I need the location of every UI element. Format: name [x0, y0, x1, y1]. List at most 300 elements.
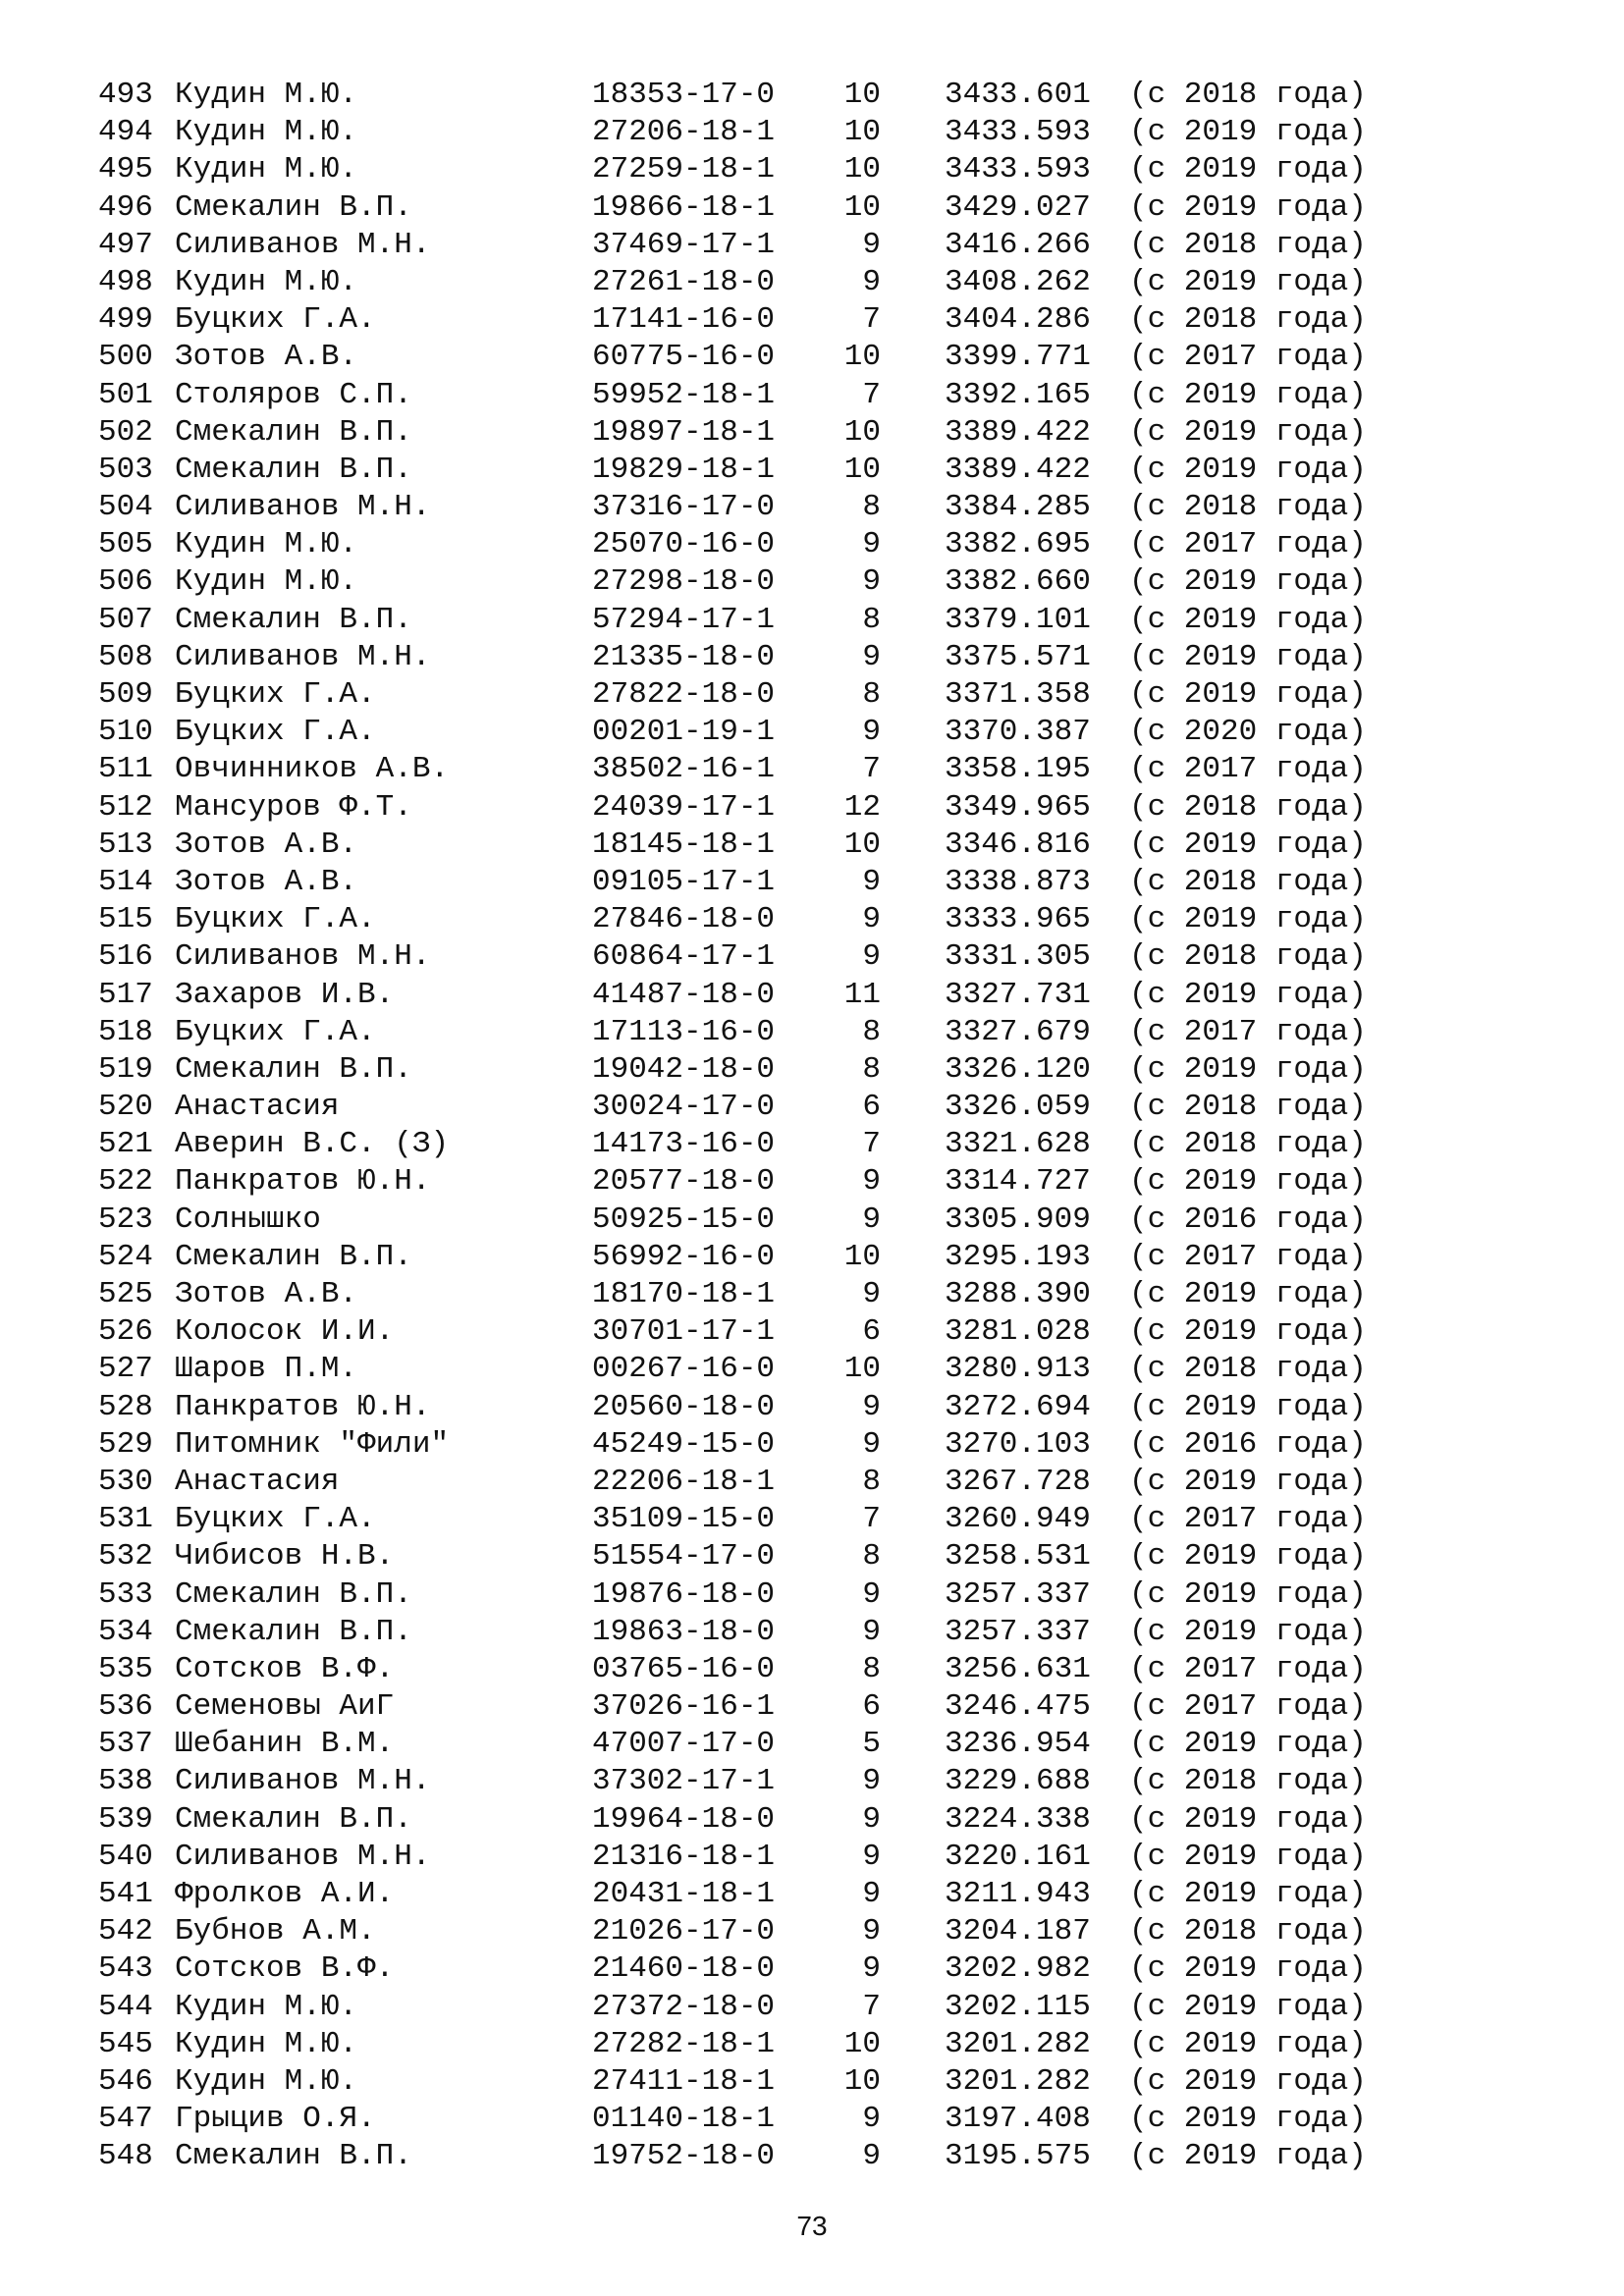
count-value: 9: [862, 639, 881, 674]
row-number: 509: [98, 677, 153, 712]
owner-name: Шебанин В.М.: [175, 1727, 395, 1762]
count-value: 10: [843, 340, 881, 375]
owner-name: Смекалин В.П.: [175, 1576, 412, 1612]
owner-name: Зотов А.В.: [175, 1277, 358, 1311]
since-year: (с 2018 года): [1129, 939, 1367, 975]
owner-name: Анастасия: [175, 1090, 340, 1125]
row-number: 494: [98, 115, 153, 150]
row-number: 543: [98, 1951, 153, 1987]
row-number: 542: [98, 1914, 153, 1949]
row-number: 548: [98, 2139, 153, 2174]
count-value: 9: [862, 227, 881, 262]
score-value: 3379.101: [945, 602, 1091, 637]
row-number: 546: [98, 2063, 153, 2099]
count-value: 10: [843, 827, 881, 862]
owner-name: Зотов А.В.: [175, 340, 358, 375]
registration-id: 37316-17-0: [592, 490, 776, 525]
row-number: 503: [98, 452, 153, 487]
registration-id: 27411-18-1: [592, 2063, 776, 2099]
count-value: 9: [862, 1277, 881, 1311]
since-year: (с 2017 года): [1129, 752, 1367, 787]
registration-id: 09105-17-1: [592, 864, 776, 899]
since-year: (с 2019 года): [1129, 977, 1367, 1012]
count-value: 9: [862, 715, 881, 750]
since-year: (с 2018 года): [1129, 78, 1367, 112]
score-value: 3195.575: [945, 2139, 1091, 2174]
row-number: 525: [98, 1277, 153, 1311]
owner-name: Семеновы АиГ: [175, 1689, 395, 1725]
since-year: (с 2018 года): [1129, 227, 1367, 262]
registration-id: 37026-16-1: [592, 1689, 776, 1725]
registration-id: 27846-18-0: [592, 902, 776, 937]
owner-name: Кудин М.Ю.: [175, 115, 358, 150]
row-number: 527: [98, 1352, 153, 1387]
row-number: 521: [98, 1127, 153, 1162]
owner-name: Колосок И.И.: [175, 1314, 395, 1350]
row-number: 545: [98, 2026, 153, 2061]
score-value: 3257.337: [945, 1576, 1091, 1612]
row-number: 514: [98, 864, 153, 899]
score-value: 3433.593: [945, 115, 1091, 150]
score-value: 3256.631: [945, 1651, 1091, 1686]
since-year: (с 2017 года): [1129, 527, 1367, 562]
count-value: 7: [862, 1502, 881, 1537]
registration-id: 22206-18-1: [592, 1464, 776, 1499]
count-value: 10: [843, 115, 881, 150]
registration-id: 17113-16-0: [592, 1014, 776, 1049]
registration-id: 21026-17-0: [592, 1914, 776, 1949]
row-number: 513: [98, 827, 153, 862]
count-value: 9: [862, 264, 881, 299]
row-number: 505: [98, 527, 153, 562]
registration-id: 56992-16-0: [592, 1239, 776, 1274]
since-year: (с 2019 года): [1129, 2102, 1367, 2137]
page-number: 73: [796, 2211, 828, 2241]
score-value: 3331.305: [945, 939, 1091, 975]
row-number: 524: [98, 1239, 153, 1274]
score-value: 3272.694: [945, 1389, 1091, 1424]
row-number: 531: [98, 1502, 153, 1537]
since-year: (с 2019 года): [1129, 1464, 1367, 1499]
score-value: 3333.965: [945, 902, 1091, 937]
since-year: (с 2019 года): [1129, 1801, 1367, 1837]
row-number: 539: [98, 1801, 153, 1837]
since-year: (с 2019 года): [1129, 452, 1367, 487]
owner-name: Кудин М.Ю.: [175, 2063, 358, 2099]
count-value: 10: [843, 152, 881, 187]
since-year: (с 2017 года): [1129, 1502, 1367, 1537]
since-year: (с 2018 года): [1129, 864, 1367, 899]
count-value: 10: [843, 78, 881, 112]
since-year: (с 2019 года): [1129, 2139, 1367, 2174]
count-value: 9: [862, 1764, 881, 1799]
score-value: 3314.727: [945, 1164, 1091, 1200]
owner-name: Питомник "Фили": [175, 1426, 450, 1462]
score-value: 3433.601: [945, 78, 1091, 112]
score-value: 3408.262: [945, 264, 1091, 299]
score-value: 3270.103: [945, 1426, 1091, 1462]
row-number: 508: [98, 639, 153, 674]
row-number: 528: [98, 1389, 153, 1424]
owner-name: Панкратов Ю.Н.: [175, 1389, 431, 1424]
since-year: (с 2019 года): [1129, 1614, 1367, 1649]
registration-id: 59952-18-1: [592, 377, 776, 412]
registration-id: 21335-18-0: [592, 639, 776, 674]
score-value: 3204.187: [945, 1914, 1091, 1949]
registration-id: 41487-18-0: [592, 977, 776, 1012]
count-value: 8: [862, 1014, 881, 1049]
count-value: 9: [862, 1576, 881, 1612]
score-value: 3305.909: [945, 1201, 1091, 1237]
since-year: (с 2019 года): [1129, 639, 1367, 674]
since-year: (с 2018 года): [1129, 1127, 1367, 1162]
since-year: (с 2019 года): [1129, 677, 1367, 712]
row-number: 533: [98, 1576, 153, 1612]
since-year: (с 2019 года): [1129, 414, 1367, 450]
owner-name: Столяров С.П.: [175, 377, 412, 412]
owner-name: Кудин М.Ю.: [175, 564, 358, 600]
row-number: 540: [98, 1839, 153, 1874]
count-value: 8: [862, 1651, 881, 1686]
registration-id: 00267-16-0: [592, 1352, 776, 1387]
owner-name: Кудин М.Ю.: [175, 1989, 358, 2024]
score-value: 3321.628: [945, 1127, 1091, 1162]
count-value: 9: [862, 1426, 881, 1462]
since-year: (с 2019 года): [1129, 1277, 1367, 1311]
registration-id: 19752-18-0: [592, 2139, 776, 2174]
since-year: (с 2017 года): [1129, 1689, 1367, 1725]
since-year: (с 2019 года): [1129, 564, 1367, 600]
registration-id: 03765-16-0: [592, 1651, 776, 1686]
owner-name: Силиванов М.Н.: [175, 227, 431, 262]
row-number: 501: [98, 377, 153, 412]
count-value: 6: [862, 1314, 881, 1350]
count-value: 10: [843, 452, 881, 487]
row-number: 506: [98, 564, 153, 600]
score-value: 3201.282: [945, 2026, 1091, 2061]
registration-id: 20577-18-0: [592, 1164, 776, 1200]
registration-id: 25070-16-0: [592, 527, 776, 562]
since-year: (с 2019 года): [1129, 827, 1367, 862]
registration-id: 18145-18-1: [592, 827, 776, 862]
registration-id: 14173-16-0: [592, 1127, 776, 1162]
owner-name: Кудин М.Ю.: [175, 527, 358, 562]
count-value: 9: [862, 527, 881, 562]
count-value: 8: [862, 1464, 881, 1499]
score-value: 3236.954: [945, 1727, 1091, 1762]
owner-name: Буцких Г.А.: [175, 1014, 376, 1049]
since-year: (с 2019 года): [1129, 115, 1367, 150]
since-year: (с 2019 года): [1129, 1727, 1367, 1762]
count-value: 9: [862, 902, 881, 937]
score-value: 3338.873: [945, 864, 1091, 899]
row-number: 530: [98, 1464, 153, 1499]
score-value: 3416.266: [945, 227, 1091, 262]
score-value: 3224.338: [945, 1801, 1091, 1837]
count-value: 9: [862, 564, 881, 600]
count-value: 8: [862, 1051, 881, 1087]
count-value: 10: [843, 189, 881, 225]
count-value: 8: [862, 677, 881, 712]
since-year: (с 2018 года): [1129, 490, 1367, 525]
owner-name: Буцких Г.А.: [175, 1502, 376, 1537]
owner-name: Буцких Г.А.: [175, 302, 376, 338]
registration-id: 60864-17-1: [592, 939, 776, 975]
registration-id: 57294-17-1: [592, 602, 776, 637]
owner-name: Буцких Г.А.: [175, 902, 376, 937]
score-value: 3371.358: [945, 677, 1091, 712]
score-value: 3382.695: [945, 527, 1091, 562]
count-value: 11: [843, 977, 881, 1012]
since-year: (с 2019 года): [1129, 1989, 1367, 2024]
count-value: 9: [862, 1164, 881, 1200]
count-value: 9: [862, 2102, 881, 2137]
since-year: (с 2018 года): [1129, 1352, 1367, 1387]
owner-name: Силиванов М.Н.: [175, 639, 431, 674]
registration-id: 50925-15-0: [592, 1201, 776, 1237]
owner-name: Кудин М.Ю.: [175, 2026, 358, 2061]
registration-id: 17141-16-0: [592, 302, 776, 338]
since-year: (с 2019 года): [1129, 377, 1367, 412]
owner-name: Смекалин В.П.: [175, 1614, 412, 1649]
score-value: 3288.390: [945, 1277, 1091, 1311]
row-number: 498: [98, 264, 153, 299]
owner-name: Кудин М.Ю.: [175, 264, 358, 299]
row-number: 535: [98, 1651, 153, 1686]
count-value: 9: [862, 1389, 881, 1424]
owner-name: Смекалин В.П.: [175, 2139, 412, 2174]
owner-name: Грыцив О.Я.: [175, 2102, 376, 2137]
since-year: (с 2019 года): [1129, 2063, 1367, 2099]
count-value: 5: [862, 1727, 881, 1762]
row-number: 500: [98, 340, 153, 375]
row-number: 534: [98, 1614, 153, 1649]
count-value: 9: [862, 939, 881, 975]
since-year: (с 2016 года): [1129, 1201, 1367, 1237]
owner-name: Фролков А.И.: [175, 1877, 395, 1911]
row-number: 517: [98, 977, 153, 1012]
since-year: (с 2019 года): [1129, 2026, 1367, 2061]
since-year: (с 2019 года): [1129, 264, 1367, 299]
since-year: (с 2018 года): [1129, 1764, 1367, 1799]
owner-name: Силиванов М.Н.: [175, 1764, 431, 1799]
since-year: (с 2019 года): [1129, 1877, 1367, 1911]
registration-id: 00201-19-1: [592, 715, 776, 750]
since-year: (с 2019 года): [1129, 189, 1367, 225]
since-year: (с 2019 года): [1129, 1314, 1367, 1350]
owner-name: Смекалин В.П.: [175, 414, 412, 450]
registration-id: 21316-18-1: [592, 1839, 776, 1874]
registration-id: 35109-15-0: [592, 1502, 776, 1537]
count-value: 9: [862, 1614, 881, 1649]
row-number: 507: [98, 602, 153, 637]
owner-name: Силиванов М.Н.: [175, 490, 431, 525]
score-value: 3197.408: [945, 2102, 1091, 2137]
score-value: 3326.059: [945, 1090, 1091, 1125]
since-year: (с 2019 года): [1129, 602, 1367, 637]
row-number: 547: [98, 2102, 153, 2137]
owner-name: Сотсков В.Ф.: [175, 1951, 395, 1987]
since-year: (с 2019 года): [1129, 1839, 1367, 1874]
count-value: 10: [843, 1352, 881, 1387]
registration-id: 27822-18-0: [592, 677, 776, 712]
owner-name: Овчинников А.В.: [175, 752, 450, 787]
row-number: 515: [98, 902, 153, 937]
row-number: 532: [98, 1539, 153, 1575]
since-year: (с 2019 года): [1129, 1164, 1367, 1200]
owner-name: Бубнов А.М.: [175, 1914, 376, 1949]
since-year: (с 2017 года): [1129, 1651, 1367, 1686]
count-value: 7: [862, 752, 881, 787]
registration-id: 45249-15-0: [592, 1426, 776, 1462]
owner-name: Силиванов М.Н.: [175, 939, 431, 975]
row-number: 504: [98, 490, 153, 525]
score-value: 3295.193: [945, 1239, 1091, 1274]
registration-id: 27206-18-1: [592, 115, 776, 150]
since-year: (с 2018 года): [1129, 1914, 1367, 1949]
count-value: 7: [862, 1127, 881, 1162]
count-value: 7: [862, 377, 881, 412]
registration-id: 19964-18-0: [592, 1801, 776, 1837]
score-value: 3211.943: [945, 1877, 1091, 1911]
row-number: 512: [98, 789, 153, 825]
since-year: (с 2019 года): [1129, 1576, 1367, 1612]
registration-id: 27261-18-0: [592, 264, 776, 299]
registration-id: 47007-17-0: [592, 1727, 776, 1762]
registration-id: 21460-18-0: [592, 1951, 776, 1987]
row-number: 499: [98, 302, 153, 338]
count-value: 9: [862, 1951, 881, 1987]
since-year: (с 2019 года): [1129, 902, 1367, 937]
score-value: 3327.679: [945, 1014, 1091, 1049]
count-value: 9: [862, 1201, 881, 1237]
since-year: (с 2018 года): [1129, 302, 1367, 338]
owner-name: Шаров П.М.: [175, 1352, 358, 1387]
count-value: 7: [862, 1989, 881, 2024]
registration-id: 19829-18-1: [592, 452, 776, 487]
score-value: 3201.282: [945, 2063, 1091, 2099]
count-value: 6: [862, 1090, 881, 1125]
owner-name: Кудин М.Ю.: [175, 152, 358, 187]
count-value: 10: [843, 1239, 881, 1274]
count-value: 6: [862, 1689, 881, 1725]
count-value: 9: [862, 1914, 881, 1949]
row-number: 519: [98, 1051, 153, 1087]
registration-id: 27298-18-0: [592, 564, 776, 600]
row-number: 493: [98, 78, 153, 112]
score-value: 3229.688: [945, 1764, 1091, 1799]
since-year: (с 2019 года): [1129, 1389, 1367, 1424]
since-year: (с 2019 года): [1129, 1051, 1367, 1087]
row-number: 502: [98, 414, 153, 450]
score-value: 3384.285: [945, 490, 1091, 525]
since-year: (с 2016 года): [1129, 1426, 1367, 1462]
registration-id: 51554-17-0: [592, 1539, 776, 1575]
row-number: 544: [98, 1989, 153, 2024]
owner-name: Смекалин В.П.: [175, 602, 412, 637]
registration-id: 37469-17-1: [592, 227, 776, 262]
score-value: 3392.165: [945, 377, 1091, 412]
count-value: 10: [843, 414, 881, 450]
score-value: 3281.028: [945, 1314, 1091, 1350]
count-value: 8: [862, 602, 881, 637]
owner-name: Захаров И.В.: [175, 977, 395, 1012]
score-value: 3220.161: [945, 1839, 1091, 1874]
score-value: 3267.728: [945, 1464, 1091, 1499]
registration-id: 27372-18-0: [592, 1989, 776, 2024]
count-value: 8: [862, 490, 881, 525]
owner-name: Смекалин В.П.: [175, 1051, 412, 1087]
row-number: 518: [98, 1014, 153, 1049]
count-value: 10: [843, 2026, 881, 2061]
registration-id: 37302-17-1: [592, 1764, 776, 1799]
score-value: 3280.913: [945, 1352, 1091, 1387]
score-value: 3202.115: [945, 1989, 1091, 2024]
registration-id: 20560-18-0: [592, 1389, 776, 1424]
owner-name: Буцких Г.А.: [175, 677, 376, 712]
owner-name: Кудин М.Ю.: [175, 78, 358, 112]
since-year: (с 2019 года): [1129, 1539, 1367, 1575]
score-value: 3389.422: [945, 414, 1091, 450]
score-value: 3349.965: [945, 789, 1091, 825]
row-number: 496: [98, 189, 153, 225]
registration-id: 19897-18-1: [592, 414, 776, 450]
score-value: 3370.387: [945, 715, 1091, 750]
since-year: (с 2017 года): [1129, 1014, 1367, 1049]
owner-name: Аверин В.С. (З): [175, 1127, 450, 1162]
owner-name: Солнышко: [175, 1201, 321, 1237]
registration-id: 20431-18-1: [592, 1877, 776, 1911]
registration-id: 30701-17-1: [592, 1314, 776, 1350]
since-year: (с 2018 года): [1129, 789, 1367, 825]
score-value: 3433.593: [945, 152, 1091, 187]
owner-name: Зотов А.В.: [175, 864, 358, 899]
row-number: 526: [98, 1314, 153, 1350]
row-number: 497: [98, 227, 153, 262]
score-value: 3260.949: [945, 1502, 1091, 1537]
owner-name: Панкратов Ю.Н.: [175, 1164, 431, 1200]
owner-name: Смекалин В.П.: [175, 1239, 412, 1274]
score-value: 3202.982: [945, 1951, 1091, 1987]
owner-name: Сотсков В.Ф.: [175, 1651, 395, 1686]
since-year: (с 2017 года): [1129, 340, 1367, 375]
score-value: 3246.475: [945, 1689, 1091, 1725]
score-value: 3257.337: [945, 1614, 1091, 1649]
score-value: 3404.286: [945, 302, 1091, 338]
since-year: (с 2019 года): [1129, 152, 1367, 187]
row-number: 522: [98, 1164, 153, 1200]
score-value: 3382.660: [945, 564, 1091, 600]
score-value: 3346.816: [945, 827, 1091, 862]
score-value: 3326.120: [945, 1051, 1091, 1087]
registration-id: 38502-16-1: [592, 752, 776, 787]
owner-name: Смекалин В.П.: [175, 1801, 412, 1837]
registration-id: 27259-18-1: [592, 152, 776, 187]
row-number: 537: [98, 1727, 153, 1762]
score-value: 3258.531: [945, 1539, 1091, 1575]
count-value: 8: [862, 1539, 881, 1575]
row-number: 520: [98, 1090, 153, 1125]
registration-id: 19866-18-1: [592, 189, 776, 225]
count-value: 9: [862, 1801, 881, 1837]
registration-id: 30024-17-0: [592, 1090, 776, 1125]
owner-name: Силиванов М.Н.: [175, 1839, 431, 1874]
row-number: 510: [98, 715, 153, 750]
since-year: (с 2019 года): [1129, 1951, 1367, 1987]
row-number: 536: [98, 1689, 153, 1725]
score-value: 3399.771: [945, 340, 1091, 375]
owner-name: Чибисов Н.В.: [175, 1539, 395, 1575]
